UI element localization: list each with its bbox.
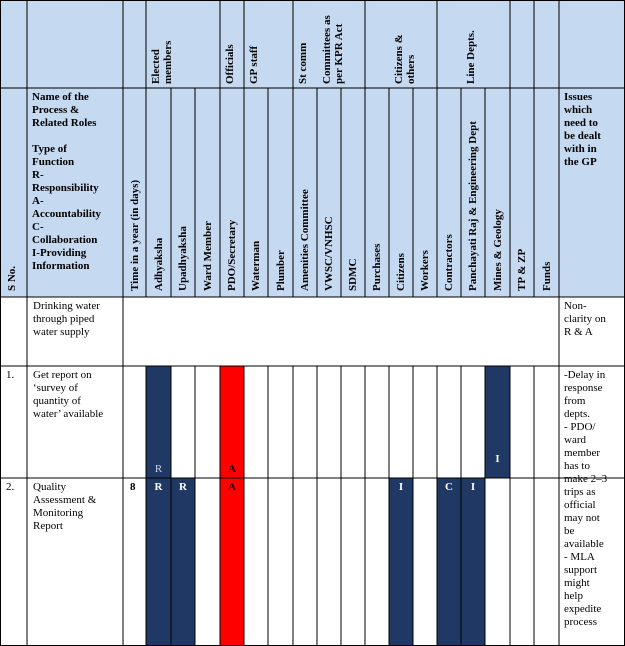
- column-header: Adhyaksha: [152, 237, 165, 291]
- column-header: TP & ZP: [516, 248, 528, 291]
- column-header: Ward Member: [201, 221, 214, 291]
- raci-mark: I: [495, 453, 500, 465]
- responsibility-cell: [437, 478, 461, 646]
- raci-mark: C: [445, 481, 453, 493]
- column-header: SDMC: [347, 258, 359, 291]
- sno-header: S No.: [6, 265, 18, 291]
- raci-mark: R: [179, 481, 187, 493]
- column-header: Purchases: [371, 243, 383, 291]
- raci-mark: A: [228, 481, 236, 493]
- column-header: VWSC/VNHSC: [323, 216, 335, 291]
- raci-mark: A: [228, 463, 236, 475]
- responsibility-cell: [389, 478, 413, 646]
- column-header: Upadhyaksha: [177, 226, 189, 291]
- accountability-cell: [220, 366, 244, 646]
- responsibility-cell: [171, 478, 195, 646]
- group-header-gp_staff: GP staff: [248, 45, 260, 84]
- process-header: Name of the Process & Related Roles Type of Function R- Responsibility A- Accountability C- Collaboration I-Providing Information: [32, 91, 102, 272]
- column-header: Workers: [419, 250, 431, 291]
- raci-mark: R: [154, 481, 163, 493]
- row-sno: 2.: [6, 481, 15, 493]
- row-process: Drinking water through piped water supply: [33, 300, 100, 338]
- group-header-officials: Officials: [224, 44, 236, 84]
- column-header: Citizens: [395, 253, 407, 291]
- column-header: Funds: [540, 261, 553, 291]
- row-process: Quality Assessment & Monitoring Report: [33, 481, 97, 532]
- group-header-st_comm: St comm: [297, 42, 309, 84]
- responsibility-cell: [461, 478, 485, 646]
- group-header-committees: Committees as per KPR Act: [321, 15, 345, 84]
- column-header: Mines & Geology: [491, 209, 504, 291]
- group-header-citizens: Citizens & others: [393, 34, 417, 84]
- row-process: Get report on ‘survey of quantity of water’ available: [33, 369, 104, 420]
- time-header: Time in a year (in days): [129, 179, 141, 291]
- column-header: Contractors: [443, 234, 455, 291]
- row-sno: 1.: [6, 369, 15, 381]
- column-header: Waterman: [250, 240, 262, 291]
- row-time: 8: [130, 481, 136, 493]
- merged-row-cell: [124, 298, 559, 366]
- raci-mark: R: [154, 463, 163, 475]
- column-header: Panchayati Raj & Engineering Dept: [467, 121, 479, 291]
- row-issues: Non- clarity on R & A: [564, 300, 606, 338]
- column-header: Amenities Committee: [299, 189, 311, 291]
- responsibility-cell: [146, 366, 171, 646]
- group-header-elected: Elected members: [150, 40, 174, 84]
- row-issues: -Delay in response from depts. - PDO/ ward member has to make 2–3 trips as official may not be available - MLA support might help expedite process: [564, 369, 608, 628]
- column-header: PDO/Secretary: [226, 219, 238, 291]
- raci-mark: I: [470, 481, 476, 493]
- issues-header: Issues which need to be dealt with in the GP: [564, 91, 601, 168]
- group-header-line_depts: Line Depts.: [465, 30, 477, 84]
- raci-mark: I: [398, 481, 404, 493]
- column-header: Plumber: [274, 250, 287, 291]
